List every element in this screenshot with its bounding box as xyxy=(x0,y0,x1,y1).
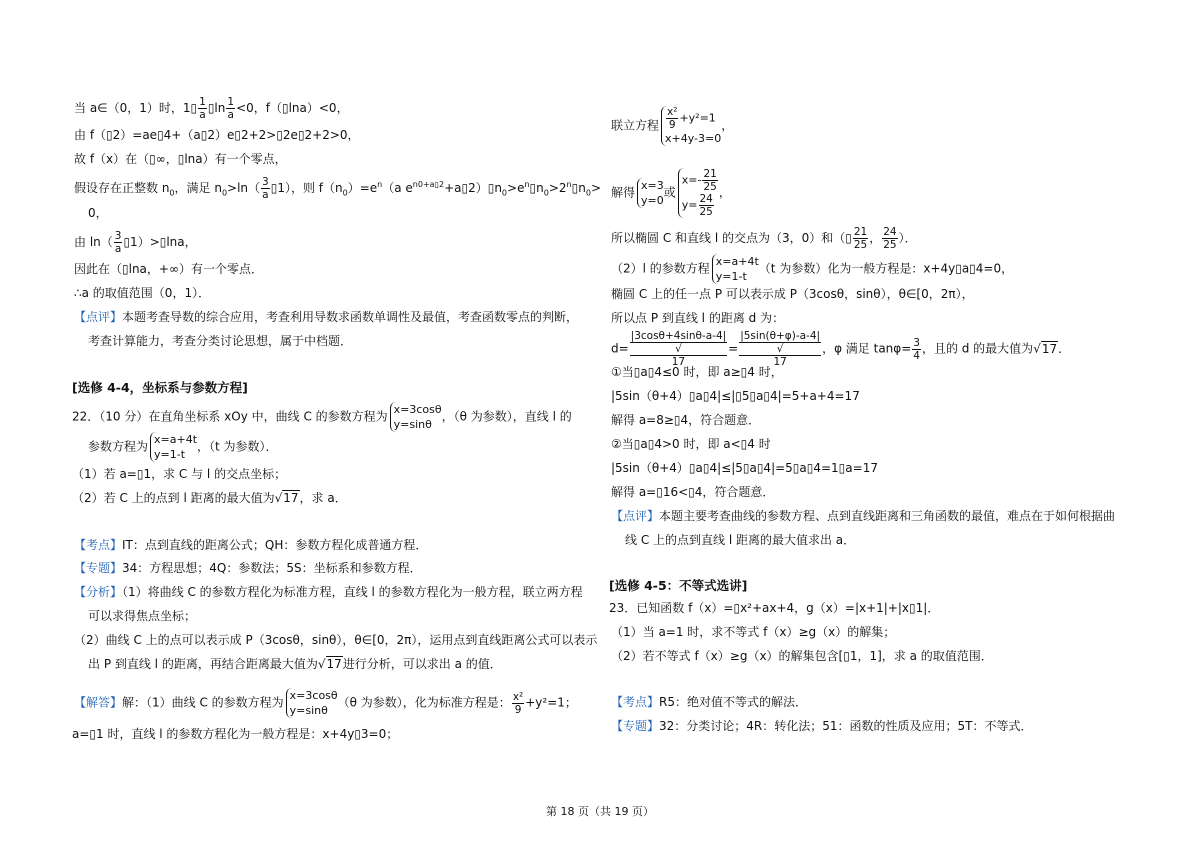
fraction: |3cosθ+4sinθ-a-4| √ 17 xyxy=(630,330,727,368)
zhuanti-block: 【专题】34：方程思想；4Q：参数法；5S：坐标系和参数方程． xyxy=(74,561,422,575)
section-header-44: [选修 4-4，坐标系与参数方程] xyxy=(72,380,248,395)
jieda-general-eq: a=▯1 时，直线 l 的参数方程化为一般方程是：x+4y▯3=0； xyxy=(72,727,399,741)
fraction: $\frac{24}{25}$ xyxy=(699,193,713,218)
question-23-part1: （1）当 a=1 时，求不等式 f（x）≥g（x）的解集； xyxy=(611,625,896,639)
point-p: 椭圆 C 上的任一点 P 可以表示成 P（3cosθ，sinθ），θ∈[0，2π）， xyxy=(611,287,974,301)
page-footer: 第 18 页（共 19 页） xyxy=(546,805,654,818)
fenxi-cont2: （2）曲线 C 上的点可以表示成 P（3cosθ，sinθ），θ∈[0，2π），运用点到直线距离公式可以表示 xyxy=(74,633,598,647)
equation-system: x=3 y=0 xyxy=(637,178,664,208)
sqrt-symbol: √ xyxy=(274,491,283,505)
part2-general-eq: （2）l 的参数方程 x=a+4t y=1-t （t 为参数）化为一般方程是：x+4y▯a▯4=0， xyxy=(611,255,1014,283)
equation-system: x=a+4t y=1-t xyxy=(150,432,197,462)
sqrt-symbol: √ xyxy=(1033,341,1041,356)
question-22-part2: （2）若 C 上的点到 l 距离的最大值为√17，求 a． xyxy=(72,491,347,505)
simultaneous-equations: 联立方程 $\frac{\text{x²}}{9}$ +y²=1 x+4y-3=0 ， xyxy=(611,106,734,145)
line-zero-right: 因此在（▯lna，+∞）有一个零点． xyxy=(74,262,263,276)
line-f-minus2: 由 f（▯2）=ae▯4+（a▯2）e▯2+2>▯2e▯2+2>0， xyxy=(74,128,360,142)
equation-system: x=- $\frac{21}{25}$ y= $\frac{24}{25}$ xyxy=(678,168,719,218)
intersection-points: 所以椭圆 C 和直线 l 的交点为（3，0）和（▯ $\frac{21}{25}$ ， $\frac{24}{25}$ ）． xyxy=(611,226,917,251)
jieda-block: 【解答】解：（1）曲线 C 的参数方程为 x=3cosθ y=sinθ （θ 为参数），化为标准方程是： $\frac{\text{x²}}{9}$ +y²=1； xyxy=(74,689,577,717)
case-2-result: 解得 a=▯16<▯4，符合题意． xyxy=(611,485,775,499)
line-ln-compare: 由 ln（ $\frac{3}{a}$ ▯1）>▯lna， xyxy=(74,230,197,255)
comment-block: 【点评】本题考查导数的综合应用，考查利用导数求函数单调性及最值，考查函数零点的判断， xyxy=(74,310,579,324)
line-zero-val: 0， xyxy=(88,206,108,220)
zhuanti-block-right: 【专题】32：分类讨论；4R：转化法；51：函数的性质及应用；5T：不等式． xyxy=(611,719,1033,733)
case-2-ineq: |5sin（θ+4）▯a▯4|≤|5▯a▯4|=5▯a▯4=1▯a=17 xyxy=(611,461,878,475)
fenxi-cont: 可以求得焦点坐标； xyxy=(88,609,197,623)
case-1: ①当▯a▯4≤0 时，即 a≥▯4 时， xyxy=(611,365,783,379)
question-22-part1: （1）若 a=▯1，求 C 与 l 的交点坐标； xyxy=(72,467,287,481)
comment-cont-right: 线 C 上的点到直线 l 距离的最大值求出 a． xyxy=(625,533,856,547)
fraction: $\frac{21}{25}$ xyxy=(853,226,868,251)
fraction: $\frac{\text{x²}}{9}$ xyxy=(512,690,524,716)
fraction: $\frac{\text{x²}}{9}$ xyxy=(667,106,678,131)
fraction: $\frac{24}{25}$ xyxy=(883,226,897,251)
fraction: $\frac{3}{a}$ xyxy=(262,176,269,201)
fenxi-block: 【分析】（1）将曲线 C 的参数方程化为标准方程，直线 l 的参数方程化为一般方程，联立两方程 xyxy=(74,585,583,599)
question-22-stem: 22．（10 分）在直角坐标系 xOy 中，曲线 C 的参数方程为 x=3cosθ y=sinθ ，（θ 为参数），直线 l 的 xyxy=(72,403,572,431)
distance-formula: d= |3cosθ+4sinθ-a-4| √ 17 = |5sin(θ+φ)-a-4| √ 17 ，φ 满足 tanφ= $\frac{3}{4}$ ，且的 d 的最大值为√17． xyxy=(611,330,1071,368)
line-a-range: 当 a∈（0，1）时，1▯ $\frac{1}{a}$ ▯ln $\frac{1}{a}$ <0，f（▯lna）<0， xyxy=(74,96,349,121)
fraction: $\frac{21}{25}$ xyxy=(703,168,717,193)
case-2: ②当▯a▯4>0 时，即 a<▯4 时 xyxy=(611,437,771,451)
fenxi-cont3: 出 P 到直线 l 的距离，再结合距离最大值为√17进行分析，可以求出 a 的值． xyxy=(88,657,502,671)
line-conclusion: ∴a 的取值范围（0，1）． xyxy=(74,286,211,300)
fraction: $\frac{1}{a}$ xyxy=(227,96,235,121)
question-23-part2: （2）若不等式 f（x）≥g（x）的解集包含[▯1，1]，求 a 的取值范围． xyxy=(611,649,993,663)
fraction: $\frac{1}{a}$ xyxy=(199,96,206,121)
equation-system: x=3cosθ y=sinθ xyxy=(286,688,338,718)
kaodian-block: 【考点】IT：点到直线的距离公式；QH：参数方程化成普通方程． xyxy=(74,538,428,552)
solutions-line: 解得 x=3 y=0 或 x=- $\frac{21}{25}$ y= $\frac{24}{25}$ ， xyxy=(611,168,731,218)
question-23-stem: 23．已知函数 f（x）=▯x²+ax+4，g（x）=|x+1|+|x▯1|． xyxy=(609,601,940,615)
kaodian-block-right: 【考点】R5：绝对值不等式的解法． xyxy=(611,695,807,709)
equation-system: $\frac{\text{x²}}{9}$ +y²=1 x+4y-3=0 xyxy=(661,106,721,146)
equation-system: x=a+4t y=1-t xyxy=(712,254,759,284)
distance-intro: 所以点 P 到直线 l 的距离 d 为： xyxy=(611,311,785,325)
comment-block-right: 【点评】本题主要考查曲线的参数方程、点到直线距离和三角函数的最值，难点在于如何根据曲 xyxy=(611,509,1116,523)
question-22-line: 参数方程为 x=a+4t y=1-t ，（t 为参数）． xyxy=(88,433,278,461)
case-1-ineq: |5sin（θ+4）▯a▯4|≤|▯5▯a▯4|=5+a+4=17 xyxy=(611,389,860,403)
section-header-45: [选修 4-5：不等式选讲] xyxy=(609,578,748,593)
fraction: |5sin(θ+φ)-a-4| √ 17 xyxy=(740,330,821,368)
case-1-result: 解得 a=8≥▯4，符合题意． xyxy=(611,413,761,427)
comment-cont: 考查计算能力，考查分类讨论思想，属于中档题． xyxy=(88,334,353,348)
line-assume-n0: 假设存在正整数 $n_0$，满足 $n_0>\ln$（ $\frac{3}{a}$ ▯1），则 $f(n_0)=e^n(a$ $e^{n0+a▯2}+a▯2)▯n_0>e^n▯n_0>2^n▯n_0>$ xyxy=(74,176,601,201)
sqrt-symbol: √ xyxy=(317,657,326,671)
fraction: $\frac{3}{a}$ xyxy=(114,230,122,255)
line-zero-left: 故 f（x）在（▯∞，▯lna）有一个零点， xyxy=(74,152,287,166)
comment-tag: 【点评】 xyxy=(74,310,123,324)
fraction: $\frac{3}{4}$ xyxy=(913,336,920,362)
equation-system: x=3cosθ y=sinθ xyxy=(390,402,442,432)
